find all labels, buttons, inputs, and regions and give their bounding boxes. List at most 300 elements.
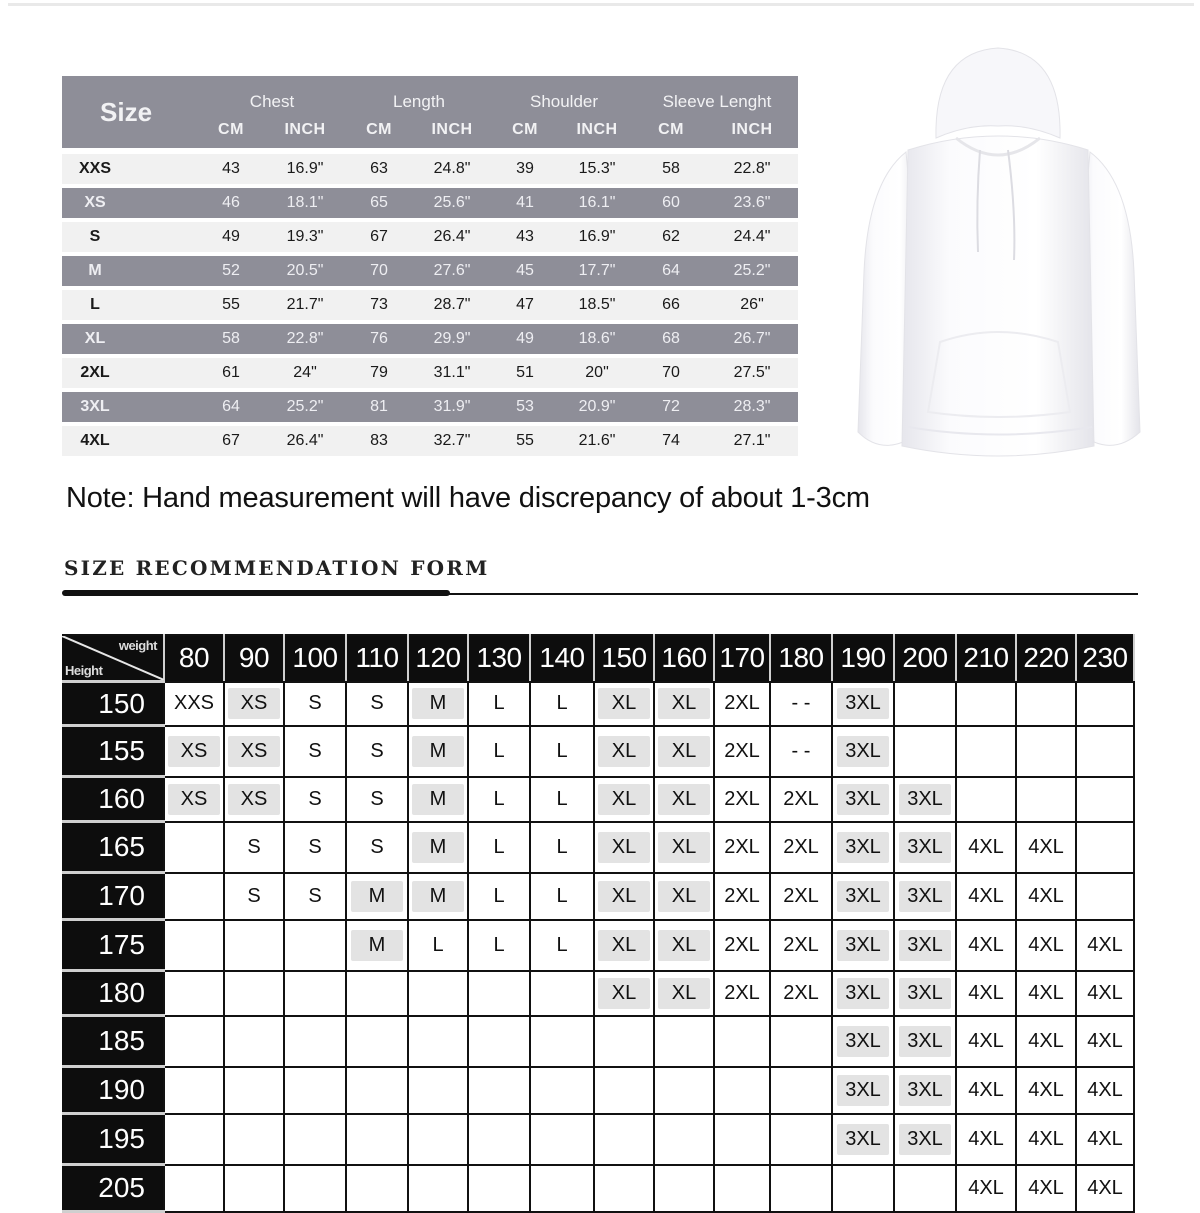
- size-recommendation-cell: [956, 971, 1016, 1016]
- size-recommendation-cell: [468, 1016, 530, 1067]
- size-recommendation-cell: [408, 873, 468, 920]
- recommended-size: M: [351, 881, 403, 912]
- size-recommendation-cell: [832, 873, 894, 920]
- measurement-note: Note: Hand measurement will have discrepancy of about 1-3cm: [66, 482, 870, 514]
- recommended-size: L: [432, 933, 444, 956]
- measurement-value: 25.2": [264, 392, 346, 422]
- recommended-size: 3XL: [899, 1026, 951, 1057]
- size-recommendation-cell: [1076, 1165, 1134, 1212]
- recommended-size: 2XL: [783, 981, 819, 1004]
- recommended-size: S: [308, 739, 322, 762]
- measurement-value: 26.7": [706, 324, 798, 354]
- size-recommendation-cell: [346, 1067, 408, 1114]
- size-row: [62, 188, 798, 218]
- recommended-size: XS: [168, 736, 220, 767]
- measurement-value: 43: [198, 154, 264, 184]
- recommended-size: XL: [598, 978, 650, 1009]
- size-recommendation-cell: [956, 682, 1016, 726]
- size-label: M: [62, 256, 198, 286]
- size-recommendation-cell: [714, 873, 770, 920]
- measurement-value: 25.2": [706, 256, 798, 286]
- recommended-size: 3XL: [837, 736, 889, 767]
- height-row: [62, 971, 1134, 1016]
- size-recommendation-cell: [1016, 822, 1076, 873]
- recommended-size: 4XL: [968, 981, 1004, 1004]
- size-recommendation-cell: [164, 873, 224, 920]
- recommended-size: S: [308, 884, 322, 907]
- size-recommendation-cell: [1016, 777, 1076, 822]
- recommended-size: 3XL: [837, 832, 889, 863]
- size-recommendation-cell: [408, 1165, 468, 1212]
- size-recommendation-cell: [894, 920, 956, 971]
- size-recommendation-cell: [894, 822, 956, 873]
- recommended-size: 2XL: [724, 787, 760, 810]
- size-row: [62, 290, 798, 320]
- size-recommendation-cell: [530, 1165, 594, 1212]
- size-recommendation-cell: [594, 920, 654, 971]
- recommended-size: 4XL: [968, 1176, 1004, 1199]
- measurement-value: 83: [346, 426, 412, 456]
- size-recommendation-cell: [530, 1067, 594, 1114]
- unit-header: INCH: [576, 121, 618, 138]
- size-recommendation-cell: [654, 822, 714, 873]
- recommended-size: 2XL: [724, 933, 760, 956]
- size-row: [62, 426, 798, 456]
- size-recommendation-cell: [468, 920, 530, 971]
- weight-column-header: 230: [1076, 635, 1134, 682]
- recommended-size: XS: [228, 736, 280, 767]
- measurement-value: 53: [492, 392, 558, 422]
- height-row: [62, 1067, 1134, 1114]
- unit-header: CM: [512, 121, 538, 138]
- measurement-value: 26.4": [264, 426, 346, 456]
- size-recommendation-cell: [164, 1016, 224, 1067]
- weight-column-header: 100: [284, 635, 346, 682]
- size-recommendation-cell: [654, 1016, 714, 1067]
- measurement-value: 25.6": [412, 188, 492, 218]
- recommended-size: - -: [791, 739, 811, 762]
- measurement-value: 31.1": [412, 358, 492, 388]
- size-recommendation-cell: [164, 1165, 224, 1212]
- measurement-value: 49: [198, 222, 264, 252]
- measurement-value: 28.3": [706, 392, 798, 422]
- size-recommendation-cell: [594, 726, 654, 777]
- size-recommendation-cell: [224, 682, 284, 726]
- size-recommendation-cell: [468, 822, 530, 873]
- size-recommendation-cell: [164, 726, 224, 777]
- recommended-size: 4XL: [1028, 884, 1064, 907]
- height-row-header: 155: [62, 726, 164, 777]
- size-recommendation-cell: [530, 822, 594, 873]
- recommended-size: S: [308, 692, 322, 714]
- size-recommendation-cell: [468, 777, 530, 822]
- size-recommendation-cell: [346, 1114, 408, 1165]
- recommended-size: L: [556, 739, 568, 762]
- size-recommendation-cell: [770, 1165, 832, 1212]
- size-recommendation-cell: [224, 777, 284, 822]
- size-recommendation-cell: [284, 682, 346, 726]
- size-recommendation-cell: [164, 777, 224, 822]
- size-recommendation-cell: [224, 1067, 284, 1114]
- size-recommendation-cell: [164, 682, 224, 726]
- size-recommendation-cell: [284, 726, 346, 777]
- size-recommendation-cell: [164, 971, 224, 1016]
- size-recommendation-cell: [224, 1016, 284, 1067]
- size-recommendation-cell: [224, 726, 284, 777]
- weight-column-header: 130: [468, 635, 530, 682]
- size-recommendation-cell: [956, 777, 1016, 822]
- recommended-size: XL: [598, 736, 650, 767]
- height-row: [62, 682, 1134, 726]
- shoulder-header: Shoulder: [529, 92, 599, 111]
- size-recommendation-cell: [832, 1114, 894, 1165]
- size-recommendation-cell: [714, 920, 770, 971]
- section-rule-thin: [440, 593, 1138, 595]
- measurement-value: 24": [264, 358, 346, 388]
- recommended-size: 4XL: [1028, 835, 1064, 858]
- recommended-size: 3XL: [837, 1124, 889, 1155]
- recommended-size: L: [556, 933, 568, 956]
- weight-column-header: 80: [164, 635, 224, 682]
- size-recommendation-cell: [1076, 1114, 1134, 1165]
- size-recommendation-cell: [832, 726, 894, 777]
- measurement-value: 18.6": [558, 324, 636, 354]
- weight-column-header: 160: [654, 635, 714, 682]
- weight-column-header: 200: [894, 635, 956, 682]
- recommended-size: M: [351, 930, 403, 961]
- weight-column-header: 220: [1016, 635, 1076, 682]
- size-recommendation-cell: [224, 822, 284, 873]
- recommended-size: XS: [228, 688, 280, 719]
- size-recommendation-cell: [1016, 726, 1076, 777]
- size-recommendation-cell: [284, 1067, 346, 1114]
- weight-axis-label: weight: [118, 638, 157, 653]
- size-recommendation-cell: [530, 777, 594, 822]
- measurement-value: 16.9": [558, 222, 636, 252]
- measurement-value: 49: [492, 324, 558, 354]
- size-recommendation-cell: [714, 682, 770, 726]
- recommended-size: 4XL: [1087, 933, 1123, 956]
- measurement-value: 41: [492, 188, 558, 218]
- weight-column-header: 180: [770, 635, 832, 682]
- size-recommendation-cell: [408, 920, 468, 971]
- recommended-size: M: [412, 736, 464, 767]
- measurement-value: 32.7": [412, 426, 492, 456]
- unit-header: INCH: [284, 121, 326, 138]
- measurement-value: 46: [198, 188, 264, 218]
- size-recommendation-cell: [408, 1067, 468, 1114]
- height-row-header: 180: [62, 971, 164, 1016]
- size-recommendation-cell: [594, 873, 654, 920]
- recommended-size: 2XL: [783, 933, 819, 956]
- measurement-value: 28.7": [412, 290, 492, 320]
- measurement-value: 68: [636, 324, 706, 354]
- recommended-size: 3XL: [899, 930, 951, 961]
- size-recommendation-cell: [770, 1067, 832, 1114]
- size-recommendation-cell: [654, 682, 714, 726]
- size-recommendation-cell: [956, 920, 1016, 971]
- size-recommendation-cell: [894, 777, 956, 822]
- recommended-size: L: [556, 787, 568, 810]
- recommended-size: 3XL: [899, 784, 951, 815]
- measurement-value: 15.3": [558, 154, 636, 184]
- recommended-size: 4XL: [1087, 1029, 1123, 1052]
- measurement-value: 20.5": [264, 256, 346, 286]
- recommended-size: M: [412, 832, 464, 863]
- recommended-size: 4XL: [1028, 1029, 1064, 1052]
- size-recommendation-cell: [894, 1165, 956, 1212]
- height-row: [62, 777, 1134, 822]
- measurement-value: 63: [346, 154, 412, 184]
- recommended-size: L: [493, 835, 505, 858]
- white-hoodie-image: [848, 42, 1148, 466]
- weight-column-header: 110: [346, 635, 408, 682]
- recommended-size: XL: [658, 688, 710, 719]
- size-row: [62, 154, 798, 184]
- size-recommendation-cell: [956, 1067, 1016, 1114]
- size-recommendation-cell: [284, 920, 346, 971]
- recommended-size: S: [370, 739, 384, 762]
- recommended-size: 4XL: [1087, 1127, 1123, 1150]
- size-recommendation-cell: [408, 1114, 468, 1165]
- measurement-value: 67: [346, 222, 412, 252]
- recommended-size: 2XL: [724, 692, 760, 714]
- weight-column-header: 90: [224, 635, 284, 682]
- size-recommendation-cell: [346, 726, 408, 777]
- unit-header: CM: [658, 121, 684, 138]
- size-recommendation-cell: [164, 822, 224, 873]
- size-recommendation-cell: [894, 1114, 956, 1165]
- size-recommendation-cell: [408, 1016, 468, 1067]
- size-recommendation-cell: [224, 873, 284, 920]
- recommended-size: 4XL: [968, 884, 1004, 907]
- size-recommendation-cell: [594, 1016, 654, 1067]
- size-recommendation-cell: [594, 682, 654, 726]
- measurement-value: 18.5": [558, 290, 636, 320]
- recommended-size: S: [370, 787, 384, 810]
- size-label: S: [62, 222, 198, 252]
- recommended-size: 2XL: [783, 835, 819, 858]
- unit-header: CM: [366, 121, 392, 138]
- size-label: 3XL: [62, 392, 198, 422]
- measurement-value: 21.6": [558, 426, 636, 456]
- recommended-size: 4XL: [1028, 1127, 1064, 1150]
- measurement-value: 60: [636, 188, 706, 218]
- size-recommendation-cell: [832, 971, 894, 1016]
- size-recommendation-cell: [654, 1067, 714, 1114]
- recommended-size: - -: [791, 692, 811, 714]
- size-recommendation-cell: [1076, 971, 1134, 1016]
- recommended-size: 2XL: [783, 787, 819, 810]
- measurement-value: 45: [492, 256, 558, 286]
- size-recommendation-cell: [284, 777, 346, 822]
- size-recommendation-cell: [530, 726, 594, 777]
- recommended-size: XS: [168, 784, 220, 815]
- size-recommendation-cell: [1016, 971, 1076, 1016]
- size-recommendation-cell: [530, 1016, 594, 1067]
- height-row: [62, 726, 1134, 777]
- recommended-size: 4XL: [1087, 1176, 1123, 1199]
- size-label: XL: [62, 324, 198, 354]
- size-recommendation-cell: [284, 1016, 346, 1067]
- recommended-size: S: [308, 787, 322, 810]
- height-row: [62, 822, 1134, 873]
- weight-column-header: 150: [594, 635, 654, 682]
- size-recommendation-cell: [1076, 682, 1134, 726]
- length-header: Length: [393, 92, 446, 111]
- height-row: [62, 1016, 1134, 1067]
- size-recommendation-cell: [1016, 1165, 1076, 1212]
- size-recommendation-grid: [62, 634, 1135, 1213]
- recommended-size: L: [493, 787, 505, 810]
- height-row: [62, 873, 1134, 920]
- size-recommendation-cell: [714, 1067, 770, 1114]
- size-recommendation-cell: [346, 1165, 408, 1212]
- size-recommendation-cell: [894, 1016, 956, 1067]
- measurement-value: 22.8": [706, 154, 798, 184]
- size-recommendation-cell: [894, 873, 956, 920]
- recommended-size: 3XL: [899, 1124, 951, 1155]
- size-row: [62, 222, 798, 252]
- recommended-size: 2XL: [724, 884, 760, 907]
- size-recommendation-cell: [284, 822, 346, 873]
- recommended-size: 3XL: [837, 881, 889, 912]
- size-recommendation-cell: [956, 1016, 1016, 1067]
- measurement-value: 20": [558, 358, 636, 388]
- measurement-value: 55: [198, 290, 264, 320]
- section-title: SIZE RECOMMENDATION FORM: [64, 556, 490, 580]
- measurement-value: 19.3": [264, 222, 346, 252]
- size-recommendation-cell: [1076, 1067, 1134, 1114]
- recommended-size: 4XL: [1028, 981, 1064, 1004]
- recommended-size: S: [308, 835, 322, 858]
- height-row-header: 165: [62, 822, 164, 873]
- size-recommendation-cell: [770, 822, 832, 873]
- recommended-size: M: [412, 688, 464, 719]
- measurement-value: 74: [636, 426, 706, 456]
- size-recommendation-cell: [346, 682, 408, 726]
- size-recommendation-cell: [654, 873, 714, 920]
- recommended-size: 3XL: [837, 930, 889, 961]
- weight-column-header: 120: [408, 635, 468, 682]
- size-recommendation-cell: [770, 971, 832, 1016]
- size-recommendation-cell: [770, 682, 832, 726]
- size-recommendation-cell: [832, 777, 894, 822]
- height-row-header: 170: [62, 873, 164, 920]
- size-recommendation-cell: [714, 726, 770, 777]
- measurement-value: 65: [346, 188, 412, 218]
- size-recommendation-cell: [714, 1114, 770, 1165]
- recommended-size: XL: [598, 688, 650, 719]
- unit-header: CM: [218, 121, 244, 138]
- size-recommendation-cell: [530, 873, 594, 920]
- size-recommendation-cell: [284, 1114, 346, 1165]
- size-recommendation-cell: [654, 971, 714, 1016]
- recommended-size: 4XL: [968, 835, 1004, 858]
- size-recommendation-cell: [346, 1016, 408, 1067]
- measurement-value: 67: [198, 426, 264, 456]
- size-recommendation-cell: [468, 873, 530, 920]
- size-recommendation-cell: [594, 822, 654, 873]
- measurement-value: 62: [636, 222, 706, 252]
- size-recommendation-cell: [468, 1114, 530, 1165]
- size-recommendation-cell: [284, 1165, 346, 1212]
- measurement-value: 21.7": [264, 290, 346, 320]
- size-recommendation-cell: [594, 971, 654, 1016]
- size-recommendation-cell: [654, 920, 714, 971]
- recommended-size: M: [412, 881, 464, 912]
- size-recommendation-cell: [284, 873, 346, 920]
- measurement-value: 58: [198, 324, 264, 354]
- measurement-value: 26.4": [412, 222, 492, 252]
- height-row: [62, 1165, 1134, 1212]
- recommended-size: XL: [658, 930, 710, 961]
- recommended-size: 4XL: [1087, 1078, 1123, 1101]
- section-rule-thick: [62, 590, 450, 596]
- size-recommendation-cell: [832, 822, 894, 873]
- measurement-value: 58: [636, 154, 706, 184]
- measurement-value: 43: [492, 222, 558, 252]
- recommended-size: XL: [658, 881, 710, 912]
- measurement-value: 66: [636, 290, 706, 320]
- recommended-size: L: [493, 933, 505, 956]
- height-row-header: 175: [62, 920, 164, 971]
- size-recommendation-cell: [832, 1067, 894, 1114]
- recommended-size: 3XL: [899, 832, 951, 863]
- measurement-value: 72: [636, 392, 706, 422]
- recommended-size: 3XL: [837, 784, 889, 815]
- size-recommendation-cell: [1016, 1114, 1076, 1165]
- unit-header: INCH: [731, 121, 773, 138]
- recommended-size: XL: [598, 881, 650, 912]
- recommended-size: 4XL: [968, 1029, 1004, 1052]
- recommended-size: L: [556, 692, 568, 714]
- recommended-size: 3XL: [899, 881, 951, 912]
- measurement-value: 31.9": [412, 392, 492, 422]
- size-recommendation-cell: [654, 1165, 714, 1212]
- measurement-value: 27.1": [706, 426, 798, 456]
- recommended-size: 3XL: [899, 978, 951, 1009]
- measurement-value: 52: [198, 256, 264, 286]
- sleeve-header: Sleeve Lenght: [662, 92, 772, 111]
- size-recommendation-cell: [468, 726, 530, 777]
- size-recommendation-cell: [594, 1165, 654, 1212]
- recommended-size: 2XL: [724, 835, 760, 858]
- size-row: [62, 324, 798, 354]
- size-recommendation-cell: [1076, 777, 1134, 822]
- recommended-size: L: [493, 739, 505, 762]
- weight-column-header: 210: [956, 635, 1016, 682]
- size-recommendation-cell: [346, 920, 408, 971]
- size-recommendation-cell: [956, 873, 1016, 920]
- size-recommendation-cell: [346, 971, 408, 1016]
- height-row-header: 205: [62, 1165, 164, 1212]
- size-recommendation-cell: [714, 777, 770, 822]
- recommended-size: XL: [658, 784, 710, 815]
- size-recommendation-cell: [1076, 873, 1134, 920]
- size-recommendation-cell: [956, 1165, 1016, 1212]
- recommended-size: S: [247, 835, 261, 858]
- size-recommendation-cell: [1076, 726, 1134, 777]
- recommended-size: 2XL: [783, 884, 819, 907]
- measurement-value: 39: [492, 154, 558, 184]
- recommended-size: XL: [658, 736, 710, 767]
- recommended-size: S: [370, 692, 384, 714]
- height-row-header: 195: [62, 1114, 164, 1165]
- measurement-value: 22.8": [264, 324, 346, 354]
- recommended-size: L: [493, 692, 505, 714]
- recommended-size: 2XL: [724, 739, 760, 762]
